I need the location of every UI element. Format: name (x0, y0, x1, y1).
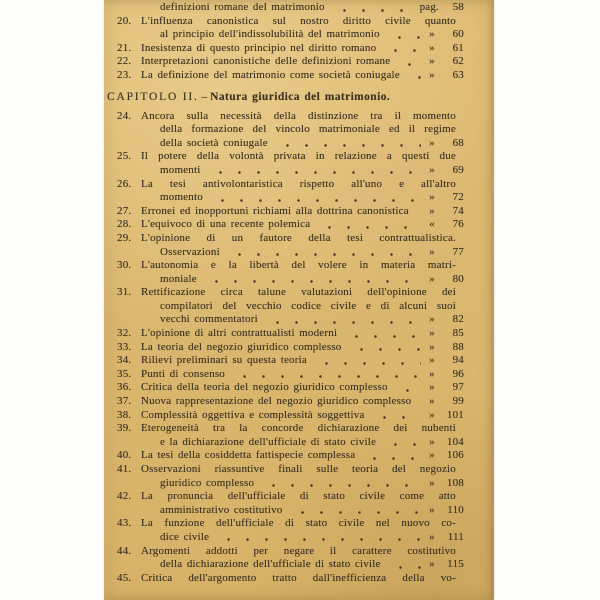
entry-text: momenti (160, 163, 201, 176)
page-number: 61 (452, 41, 464, 54)
entry-text: amministrativo costitutivo (160, 503, 283, 516)
entry-number: 45. (117, 571, 132, 584)
page-number: 80 (452, 272, 464, 285)
toc-line (117, 381, 464, 395)
entry-text: La definizione del matrimonio come società coniugale (141, 68, 400, 81)
toc-line (117, 571, 464, 586)
page-ref-mark: » (429, 354, 435, 367)
entry-text: Ancora sulla necessità della distinzione tra il momento (141, 109, 456, 122)
entry-text: Critica della teoria del negozio giuridico complesso (141, 381, 388, 394)
dot-leader (397, 55, 421, 69)
page-ref-mark: » (429, 340, 435, 353)
toc-line (117, 109, 464, 124)
page-ref-mark: » (429, 55, 435, 68)
entry-text: della dichiarazione dell'ufficiale di stato civile (160, 558, 381, 571)
entry-text: La funzione dell'ufficiale di stato civile nel nuovo co- (141, 517, 456, 530)
entry-text: Argomenti addotti per negare il carattere costitutivo (141, 544, 456, 557)
entry-number: 42. (117, 490, 132, 503)
toc-line (117, 204, 464, 219)
entry-number: 32. (117, 327, 132, 340)
dot-leader (407, 69, 421, 83)
dot-leader (261, 477, 421, 491)
page-ref-mark: » (429, 191, 435, 204)
page-number: 68 (452, 136, 464, 149)
toc-line (141, 28, 464, 42)
entry-number: 25. (117, 150, 132, 163)
toc-line (141, 1, 464, 15)
entry-text: compilatori del vecchio codice civile e di alcuni suoi (160, 299, 456, 312)
toc-line (117, 395, 464, 409)
toc-line (141, 300, 464, 314)
heading-dash: – (201, 90, 211, 103)
dot-leader (265, 313, 421, 327)
toc-line (141, 477, 464, 491)
toc-line (141, 313, 464, 327)
toc-line (117, 367, 464, 382)
entry-text: dice civile (160, 530, 210, 543)
page-number: 85 (452, 327, 464, 340)
entry-text: vecchi commentatori (160, 313, 258, 326)
dot-leader (344, 327, 421, 341)
entry-number: 41. (117, 463, 132, 475)
entry-number: 21. (117, 41, 132, 54)
dot-leader (290, 504, 422, 518)
toc-line (117, 177, 464, 192)
toc-line (141, 558, 464, 572)
page-ref-mark: » (429, 530, 435, 543)
entry-text: Eterogeneità tra la concorde dichiarazione dei nubenti (141, 422, 456, 435)
dot-leader (227, 246, 421, 260)
page-number: 110 (447, 503, 464, 516)
page-ref-mark: » (429, 503, 435, 516)
toc-line (117, 449, 464, 463)
entry-text: giuridico complesso (160, 476, 255, 489)
chapter-title: Natura giuridica del matrimonio. (210, 90, 391, 103)
entry-text: L'opinione di un fautore della tesi contrattualistica. (141, 231, 456, 244)
toc-line (117, 354, 464, 368)
page-ref-mark: » (429, 68, 435, 81)
chapter-label: CAPITOLO II. (107, 90, 199, 103)
toc-line (117, 544, 464, 559)
entry-text: moniale (160, 272, 197, 285)
page-number: 99 (452, 395, 464, 408)
entry-text: L'autonomia e la libertà del volere in materia matri- (141, 259, 456, 272)
toc-line (117, 517, 464, 531)
dot-leader (208, 164, 421, 178)
dot-leader (362, 449, 421, 463)
entry-text: Nuova rappresentazione del negozio giuridico complesso (141, 395, 412, 408)
entry-text: La pronuncia dell'ufficiale di stato civile come atto (141, 490, 456, 503)
entry-text: Erronei ed inopportuni richiami alla dottrina canonistica (141, 204, 409, 217)
page-number: 62 (452, 55, 464, 68)
toc-line (117, 150, 464, 164)
page-number: 111 (447, 530, 464, 543)
entry-text: Interpretazioni canonistiche delle definizioni romane (141, 55, 391, 68)
dot-leader (418, 395, 421, 409)
page-number: 101 (446, 408, 464, 421)
toc-line (117, 41, 464, 56)
toc-line (141, 531, 464, 545)
entry-text: Punti di consenso (141, 367, 226, 380)
toc-line (117, 327, 464, 341)
page-ref-mark: » (429, 313, 435, 326)
page-number: 94 (452, 354, 464, 367)
entry-number: 34. (117, 354, 132, 367)
entry-number: 24. (117, 109, 132, 122)
page-number: 76 (452, 218, 464, 231)
page-number: 115 (447, 558, 464, 571)
entry-text: momento (160, 191, 203, 204)
toc-line (117, 231, 464, 246)
entry-text: Il potere della volontà privata in relazione a questi due (141, 150, 456, 163)
page-ref-mark: » (429, 449, 435, 462)
toc-line (141, 164, 464, 178)
page-ref-mark: » (429, 476, 435, 489)
toc-line (117, 463, 464, 477)
page-ref-mark: » (429, 367, 435, 380)
toc-line (117, 340, 464, 355)
dot-leader (416, 205, 421, 219)
entry-number: 26. (117, 177, 132, 190)
toc-line (141, 246, 464, 260)
entry-number: 35. (117, 367, 132, 380)
dot-leader (383, 436, 421, 450)
entry-text: Inesistenza di questo principio nel diritto romano (141, 41, 377, 54)
dot-leader (275, 137, 421, 151)
toc-line (117, 490, 464, 504)
toc-line (117, 286, 464, 300)
entry-number: 43. (117, 517, 132, 530)
entry-text: Complessità oggettiva e complessità soggettiva (141, 408, 365, 421)
entry-number: 23. (117, 68, 132, 81)
page-number: 106 (446, 449, 464, 462)
dot-leader (232, 368, 421, 382)
dot-leader (332, 1, 416, 15)
entry-number: 40. (117, 449, 132, 462)
page-ref-mark: » (429, 163, 435, 176)
page-number: 69 (452, 163, 464, 176)
entry-text: La teoria del negozio giuridico complesso (141, 340, 342, 353)
entry-text: Critica dell'argomento tratto dall'inefficienza della vo- (141, 571, 456, 584)
toc-line (141, 273, 464, 287)
page-ref-mark: » (429, 395, 435, 408)
entry-number: 38. (117, 408, 132, 421)
page-number: 72 (452, 191, 464, 204)
chapter-heading (107, 90, 464, 104)
dot-leader (204, 273, 421, 287)
book-page (104, 0, 494, 600)
dot-leader (388, 558, 421, 572)
toc-line (117, 55, 464, 69)
page-ref-mark: » (429, 41, 435, 54)
dot-leader (395, 381, 421, 395)
entry-text: La tesi antivolontaristica rispetto all'uno e all'altro (141, 177, 456, 190)
entry-text: L'opinione di altri contrattualisti moderni (141, 327, 338, 340)
dot-leader (387, 28, 421, 42)
entry-number: 33. (117, 340, 132, 353)
page-ref-mark: » (429, 136, 435, 149)
page-number: 108 (446, 476, 464, 489)
entry-text: e la dichiarazione dell'ufficiale di stato civile (160, 435, 377, 448)
entry-text: della formazione del vincolo matrimoniale ed il regime (160, 123, 456, 136)
toc-line (141, 191, 464, 205)
page-ref-mark: » (429, 245, 435, 258)
entry-number: 30. (117, 259, 132, 272)
toc-line (117, 218, 464, 232)
toc-line (141, 436, 464, 450)
toc-line (117, 422, 464, 436)
page-ref-mark: » (429, 408, 435, 421)
page-number: 96 (452, 367, 464, 380)
entry-text: L'influenza canonistica sul nostro diritto civile quanto (141, 14, 456, 27)
entry-number: 28. (117, 218, 132, 231)
page-number: 88 (452, 340, 464, 353)
entry-text: La tesi della cosiddetta fattispecie complessa (141, 449, 356, 462)
entry-number: 27. (117, 204, 132, 217)
entry-text: Osservazioni riassuntive finali sulle teoria del negozio (141, 463, 456, 475)
dot-leader (317, 218, 421, 232)
entry-text: Rettificazione circa talune valutazioni dell'opinione dei (141, 286, 456, 299)
page-number: 74 (452, 204, 464, 217)
toc-line (141, 137, 464, 151)
toc-line (141, 123, 464, 137)
entry-number: 20. (117, 14, 132, 27)
page-number: 63 (452, 68, 464, 81)
page-ref-mark: » (429, 381, 435, 394)
dot-leader (349, 341, 421, 355)
page-number: 82 (452, 313, 464, 326)
entry-number: 37. (117, 395, 132, 408)
entry-number: 39. (117, 422, 132, 435)
entry-number: 36. (117, 381, 132, 394)
dot-leader (210, 191, 421, 205)
page-number: 77 (452, 245, 464, 258)
entry-text: della società coniugale (160, 136, 268, 149)
page-ref-mark: » (429, 435, 435, 448)
page-number: 104 (446, 435, 464, 448)
page-number: 97 (452, 381, 464, 394)
page-ref-mark: » (429, 28, 435, 41)
dot-leader (383, 42, 421, 56)
entry-text: L'equivoco di una recente polemica (141, 218, 311, 231)
page-ref-mark: » (429, 558, 435, 571)
page-ref-mark: » (429, 272, 435, 285)
entry-text: al principio dell'indissolubilità del matrimonio (160, 28, 380, 41)
entry-number: 44. (117, 544, 132, 557)
entry-text: Rilievi preliminari su questa teoria (141, 354, 307, 367)
toc-line (117, 408, 464, 423)
table-of-contents (104, 1, 494, 585)
toc-line (141, 504, 464, 518)
toc-line (117, 14, 464, 29)
toc-line (117, 68, 464, 83)
entry-number: 29. (117, 231, 132, 244)
entry-text: Osservazioni (160, 245, 220, 258)
page-ref-mark: » (429, 327, 435, 340)
entry-text: definizioni romane del matrimonio (160, 1, 325, 13)
page-ref-mark: pag. (419, 1, 439, 13)
page-number: 60 (452, 28, 464, 41)
page-number: 58 (452, 1, 464, 13)
entry-number: 31. (117, 286, 132, 299)
dot-leader (216, 531, 421, 545)
page-ref-mark: » (429, 204, 435, 217)
entry-number: 22. (117, 55, 132, 68)
toc-line (117, 259, 464, 273)
dot-leader (314, 354, 421, 368)
dot-leader (372, 409, 421, 423)
page-ref-mark: « (429, 218, 435, 231)
